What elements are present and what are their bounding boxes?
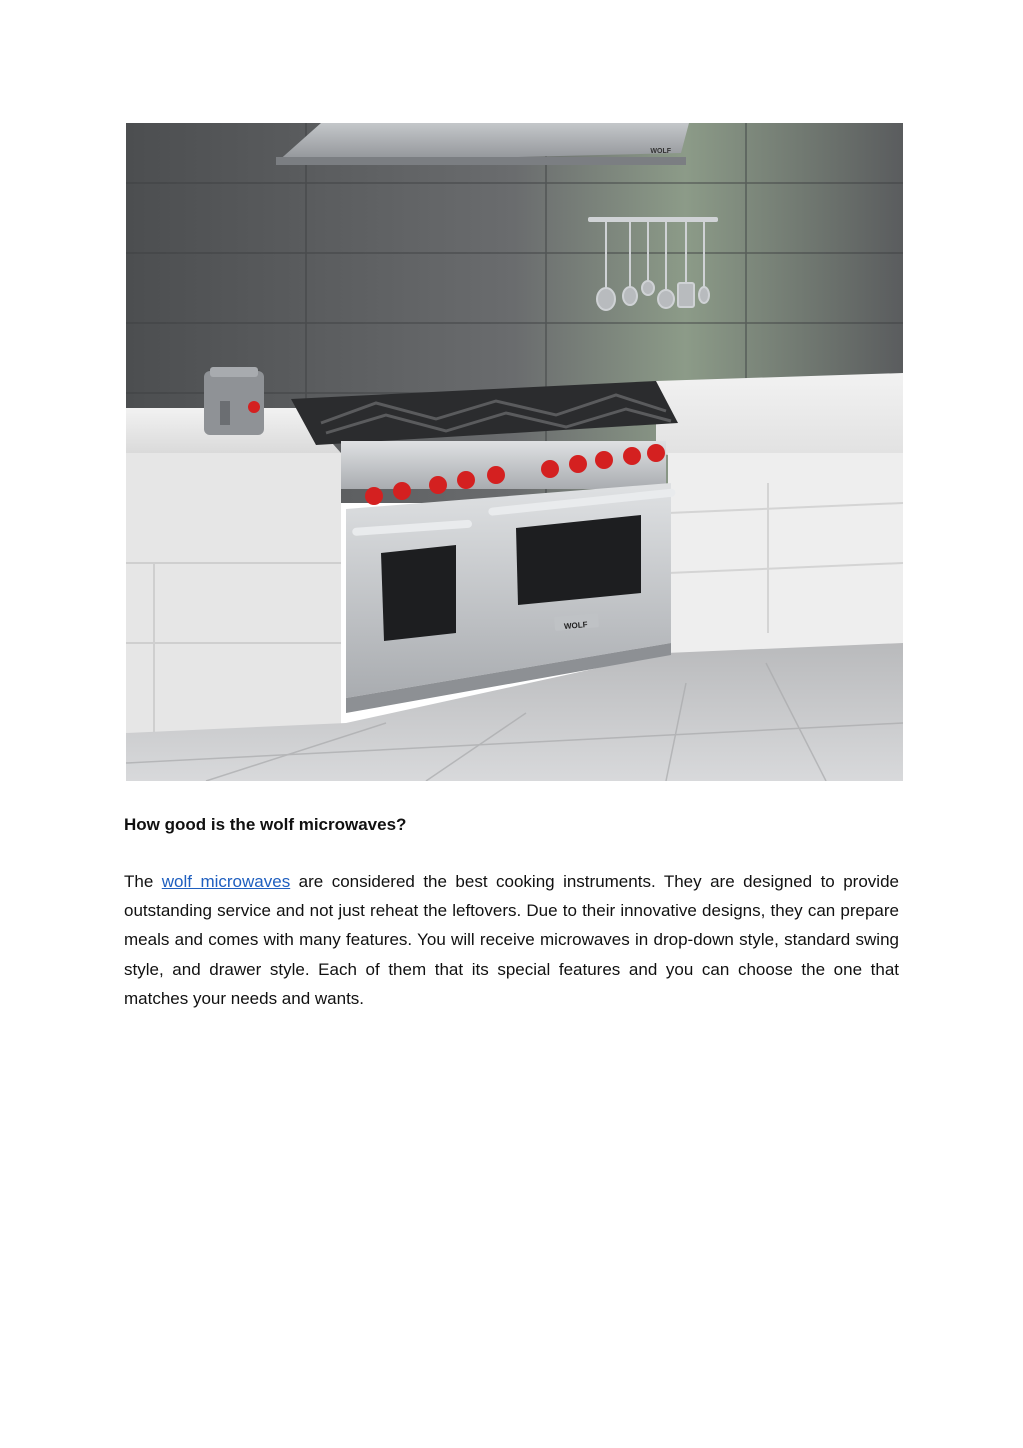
article-heading: How good is the wolf microwaves? <box>124 815 407 834</box>
article-paragraph <box>124 867 899 1013</box>
hood-brand-logo: WOLF <box>650 148 671 155</box>
left-cabinet <box>126 453 341 743</box>
paragraph-lead: The <box>124 872 154 891</box>
oven-brand-logo: WOLF <box>563 620 588 632</box>
left-oven-window <box>381 545 456 641</box>
paragraph-body: are considered the best cooking instruments. They are designed to provide outstanding service and not just reheat the leftovers. Due to their innovative designs, they can prepare meals and comes with many features. You will receive microwaves in drop-down style, standard swing style, and drawer style. Each of them that its special features and you can choose the one that matches your needs and wants. <box>124 872 899 1008</box>
right-oven-window <box>516 515 641 605</box>
toaster <box>204 367 264 435</box>
right-cabinet <box>668 453 903 653</box>
wolf-microwaves-link[interactable]: wolf microwaves <box>161 872 291 891</box>
kitchen-range-photo <box>126 123 903 781</box>
